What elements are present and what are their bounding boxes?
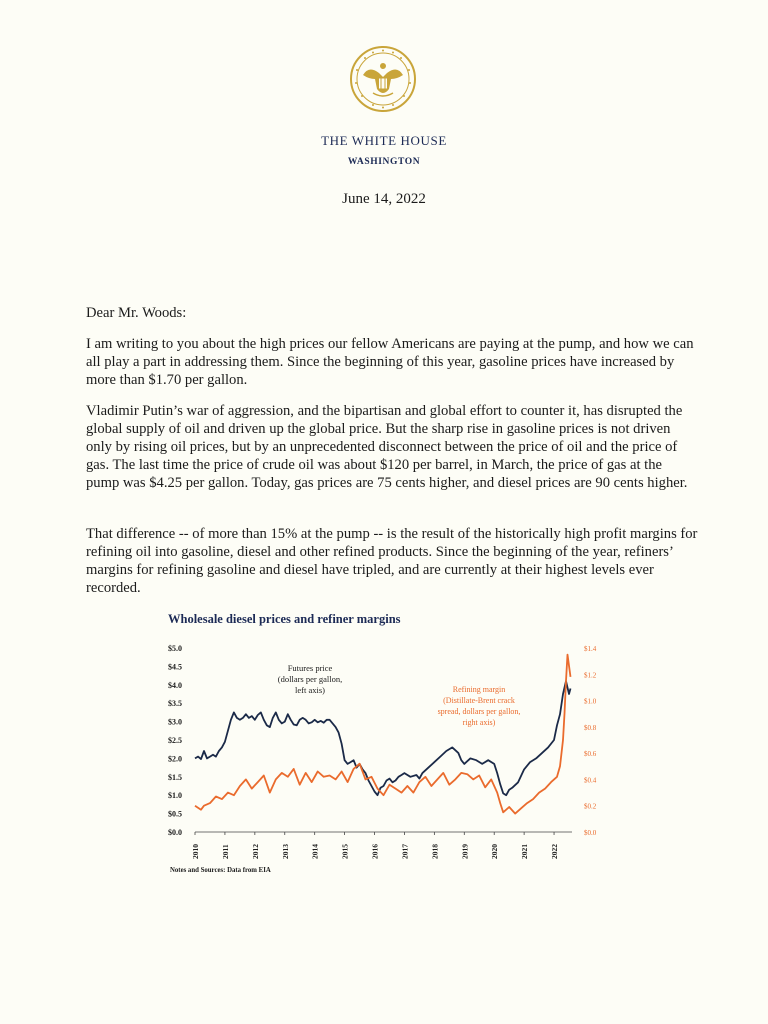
x-axis-tick-label: 2014 (310, 844, 320, 859)
paragraph-2: Vladimir Putin’s war of aggression, and the bipartisan and global effort to counter it, has disrupted the global supply of oil and driven up the global price. But the sharp rise in gasoline prices is not driven only by rising oil prices, but by an unprecedented disconnect between the price of oil and the price of gas. The last time the price of crude oil was about $120 per barrel, in March, the price of gas at the pump was $4.25 per gallon. Today, gas prices are 75 cents higher, and diesel prices are 90 cents higher. (86, 403, 688, 491)
right-axis-tick-label: $0.4 (584, 776, 597, 785)
right-axis-tick-label: $1.0 (584, 697, 597, 706)
paragraph-1: I am writing to you about the high prices our fellow Americans are paying at the pump, and how we can all play a part in addressing them. Since the beginning of this year, gasoline prices have increased by more than $1.70 per gallon. (86, 336, 694, 388)
x-axis-tick-label: 2012 (250, 844, 260, 859)
right-axis-tick-label: $0.6 (584, 750, 597, 759)
x-axis-tick-label: 2021 (520, 844, 530, 859)
x-axis-tick-label: 2020 (490, 844, 500, 859)
right-axis-tick-label: $0.8 (584, 723, 597, 732)
margin-annotation-line: Refining margin (452, 685, 506, 694)
margin-annotation-line: (Distillate-Brent crack (443, 696, 515, 705)
diesel-chart (160, 605, 610, 885)
left-axis-tick-label: $2.0 (168, 754, 182, 764)
x-axis-tick-label: 2018 (430, 844, 440, 859)
left-axis-tick-label: $3.0 (168, 717, 182, 727)
left-axis-tick-label: $1.0 (168, 791, 182, 801)
left-axis-tick-label: $3.5 (168, 699, 182, 709)
series-line-margin (195, 655, 571, 814)
futures-annotation-line: Futures price (287, 663, 333, 673)
left-axis-tick-label: $5.0 (168, 644, 182, 653)
letterhead-subtitle: WASHINGTON (347, 157, 421, 167)
margin-annotation-line: spread, dollars per gallon, (437, 707, 521, 716)
x-axis-tick-label: 2016 (370, 844, 380, 859)
right-axis-tick-label: $0.2 (584, 802, 597, 811)
right-axis-tick-label: $1.2 (584, 671, 597, 680)
presidential-seal (349, 45, 417, 113)
right-axis-tick-label: $1.4 (584, 645, 597, 653)
left-axis-tick-label: $1.5 (168, 772, 182, 782)
x-axis-tick-label: 2010 (191, 844, 200, 859)
left-axis-tick-label: $2.5 (168, 736, 182, 745)
letterhead-title: THE WHITE HOUSE (321, 133, 447, 148)
x-axis-tick-label: 2013 (280, 844, 290, 859)
paragraph-3: That difference -- of more than 15% at the pump -- is the result of the historically high profit margins for refining oil into gasoline, diesel and other refined products. Since the beginning of the year, refiners’ margins for refining gasoline and diesel have tripled, and are currently at their highest levels ever recorded. (86, 526, 698, 596)
futures-annotation-line: left axis) (295, 685, 325, 695)
left-axis-tick-label: $0.0 (168, 828, 182, 837)
right-axis-tick-label: $0.0 (584, 829, 597, 837)
chart-svg (160, 605, 610, 885)
salutation: Dear Mr. Woods: (86, 305, 187, 321)
chart-title: Wholesale diesel prices and refiner margins (168, 612, 401, 626)
x-axis-tick-label: 2011 (220, 844, 230, 859)
left-axis-tick-label: $4.0 (168, 680, 182, 690)
left-axis-tick-label: $0.5 (168, 809, 182, 819)
x-axis-tick-label: 2022 (550, 844, 560, 859)
letter-date: June 14, 2022 (342, 191, 426, 207)
left-axis-tick-label: $4.5 (168, 662, 182, 672)
x-axis-tick-label: 2015 (340, 844, 350, 859)
x-axis-tick-label: 2019 (460, 844, 470, 859)
x-axis-tick-label: 2017 (400, 844, 410, 859)
margin-annotation-line: right axis) (462, 718, 496, 727)
futures-annotation-line: (dollars per gallon, (277, 674, 343, 684)
chart-source-note: Notes and Sources: Data from EIA (170, 867, 271, 874)
